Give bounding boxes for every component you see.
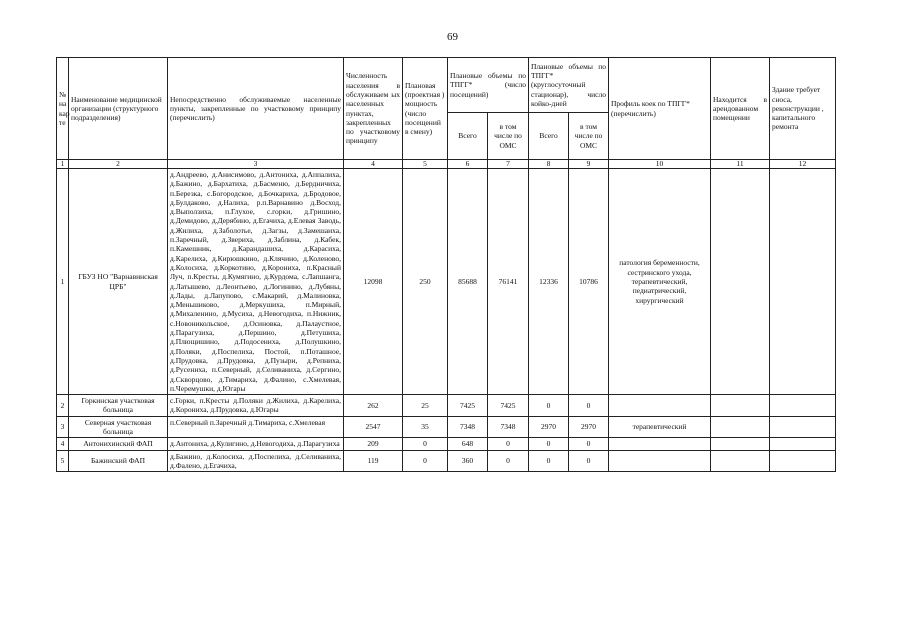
- bed-profile: [609, 450, 711, 472]
- population: 119: [344, 450, 403, 472]
- visits-total: 85688: [448, 169, 488, 395]
- header-visits-total: Всего: [448, 113, 488, 160]
- header-col-10: Профиль коек по ТПГГ* (перечислить): [609, 58, 711, 160]
- table-row: [57, 416, 836, 438]
- capacity: 35: [403, 416, 448, 438]
- org-name: Горкинская участковая больница: [69, 395, 168, 417]
- rented: [711, 416, 770, 438]
- col-number: 7: [488, 160, 529, 169]
- col-number: 12: [770, 160, 836, 169]
- rented: [711, 438, 770, 450]
- population: 209: [344, 438, 403, 450]
- visits-oms: 0: [488, 450, 529, 472]
- bed-profile: [609, 395, 711, 417]
- beds-oms: 0: [569, 395, 609, 417]
- bed-profile: [609, 438, 711, 450]
- col-number: 4: [344, 160, 403, 169]
- capacity: 250: [403, 169, 448, 395]
- population: 262: [344, 395, 403, 417]
- row-number: 4: [57, 438, 69, 450]
- org-name: Бажинский ФАП: [69, 450, 168, 472]
- beds-total: 0: [529, 450, 569, 472]
- header-visits-oms: в том числе по ОМС: [488, 113, 529, 160]
- org-name: Северная участковая больница: [69, 416, 168, 438]
- repair-needed: [770, 450, 836, 472]
- header-beds-total: Всего: [529, 113, 569, 160]
- col-number: 10: [609, 160, 711, 169]
- row-number: 2: [57, 395, 69, 417]
- served-settlements: д.Антониха, д.Кулигино, д.Невогодиха, д.Парагузиха: [168, 438, 344, 450]
- visits-oms: 76141: [488, 169, 529, 395]
- row-number: 3: [57, 416, 69, 438]
- page-number: 69: [447, 31, 458, 43]
- visits-total: 7348: [448, 416, 488, 438]
- col-number: 2: [69, 160, 168, 169]
- facilities-table: [56, 57, 836, 472]
- rented: [711, 395, 770, 417]
- beds-total: 12336: [529, 169, 569, 395]
- col-number: 8: [529, 160, 569, 169]
- header-col-1: № на кар те: [57, 58, 69, 160]
- served-settlements: д.Бажино, д.Колосиха, д.Поспелиха, д.Селиваниха, д.Фалено, д.Егачиха,: [168, 450, 344, 472]
- beds-oms: 0: [569, 450, 609, 472]
- beds-total: 2970: [529, 416, 569, 438]
- table-row: [57, 395, 836, 417]
- table-row: [57, 450, 836, 472]
- beds-total: 0: [529, 395, 569, 417]
- org-name: ГБУЗ НО "Варнавинская ЦРБ": [69, 169, 168, 395]
- visits-total: 360: [448, 450, 488, 472]
- rented: [711, 450, 770, 472]
- org-name: Антонихинский ФАП: [69, 438, 168, 450]
- population: 12098: [344, 169, 403, 395]
- served-settlements: п.Северный п.Заречный д.Тимариха, с.Хмелевая: [168, 416, 344, 438]
- beds-oms: 10786: [569, 169, 609, 395]
- table-row: [57, 169, 836, 395]
- header-col-5: Плановая (проектная ) мощность (число посещений в смену): [403, 58, 448, 160]
- capacity: 0: [403, 450, 448, 472]
- bed-profile: патология беременности, сестринского ухода, терапевтический, педиатрический, хирургический: [609, 169, 711, 395]
- col-number: 6: [448, 160, 488, 169]
- header-beds-oms: в том числе по ОМС: [569, 113, 609, 160]
- repair-needed: [770, 416, 836, 438]
- beds-total: 0: [529, 438, 569, 450]
- capacity: 0: [403, 438, 448, 450]
- header-col-11: Находится в арендованном помещении: [711, 58, 770, 160]
- col-number: 9: [569, 160, 609, 169]
- population: 2547: [344, 416, 403, 438]
- col-number: 11: [711, 160, 770, 169]
- served-settlements: с.Горки, п.Кресты д.Поляки д.Жилиха, д.Карелиха, д.Корониха, д.Прудовка, д.Югары: [168, 395, 344, 417]
- visits-total: 7425: [448, 395, 488, 417]
- header-col-12: Здание требует сноса, реконструкции , капитального ремонта: [770, 58, 836, 160]
- header-col-8-9: Плановые объемы по ТПГГ* (круглосуточный стационар), число койко-дней: [529, 58, 609, 113]
- visits-oms: 0: [488, 438, 529, 450]
- served-settlements: д.Андреево, д.Анисимово, д.Антониха, д.Аппалиха, д.Бажино, д.Бархатиха, д.Басменю, д.Бердничиха, п.Березка, с.Богородское, д.Бочкариха, д.Бродовое, д.Булдаково, д.Налиха, р.п.Варнавино д.Восход, д.Выползиха, п.Глухое, с.горки, д.Гришино, д.Демидово, д.Дерябино, д.Егачиха, д.Елевая Заводь, д.Жилиха, д.Заболотье, д.Загзы, д.Замешаиха, п.Заречный, д.Звериха, д.Заблина, д.Кабек, п.Камешник, д.Карандашиха, д.Карасиха, д.Карелиха, д.Кирюшкино, д.Клячино, д.Коленово, д.Колосиха, д.Коркотино, д.Корониха, п.Красный Луч, п.Кресты, д.Кумягино, д.Курдома, с.Лапшанга, д.Латышево, д.Леонтьево, д.Логинино, д.Лубяны, д.Лады, д.Лапупово, с.Макарий, д.Малиновка, д.Меньшиково, д.Меркушиха, п.Мирный, д.Михаленино, д.Мусиха, д.Невогодиха, п.Нижник, с.Новоникольское, д.Осиновка, д.Палаустное, д.Парагузиха, д.Першино, д.Петушиха, д.Плющишино, д.Подосениха, д.Полушкино, д.Поляки, д.Поспелиха, Постой, п.Поташное, д.Прудовка, д.Прудовка, д.Пузыри, д.Репниха, д.Русениха, п.Северный, д.Селиваниха, д.Сергино, д.Скворцово, д.Тимариха, д.Фалино, с.Хмелевая, п.Черемушки, д.Югары: [168, 169, 344, 395]
- row-number: 5: [57, 450, 69, 472]
- beds-oms: 0: [569, 438, 609, 450]
- header-col-6-7: Плановые объемы по ТПГГ* (число посещений): [448, 58, 529, 113]
- rented: [711, 169, 770, 395]
- repair-needed: [770, 169, 836, 395]
- repair-needed: [770, 438, 836, 450]
- header-col-2: Наименование медицинской организации (структурного подразделения): [69, 58, 168, 160]
- column-numbers-row: [57, 160, 836, 169]
- visits-oms: 7348: [488, 416, 529, 438]
- bed-profile: терапевтический: [609, 416, 711, 438]
- header-col-3: Непосредственно обслуживаемые населенные пункты, закрепленные по участковому принципу (перечислить): [168, 58, 344, 160]
- visits-oms: 7425: [488, 395, 529, 417]
- col-number: 3: [168, 160, 344, 169]
- capacity: 25: [403, 395, 448, 417]
- beds-oms: 2970: [569, 416, 609, 438]
- repair-needed: [770, 395, 836, 417]
- header-col-4: Численность населения в обслуживаем ых населенных пунктах, закрепленных по участковому принципу: [344, 58, 403, 160]
- col-number: 1: [57, 160, 69, 169]
- row-number: 1: [57, 169, 69, 395]
- header-row-1: [57, 58, 836, 113]
- visits-total: 648: [448, 438, 488, 450]
- table-row: [57, 438, 836, 450]
- col-number: 5: [403, 160, 448, 169]
